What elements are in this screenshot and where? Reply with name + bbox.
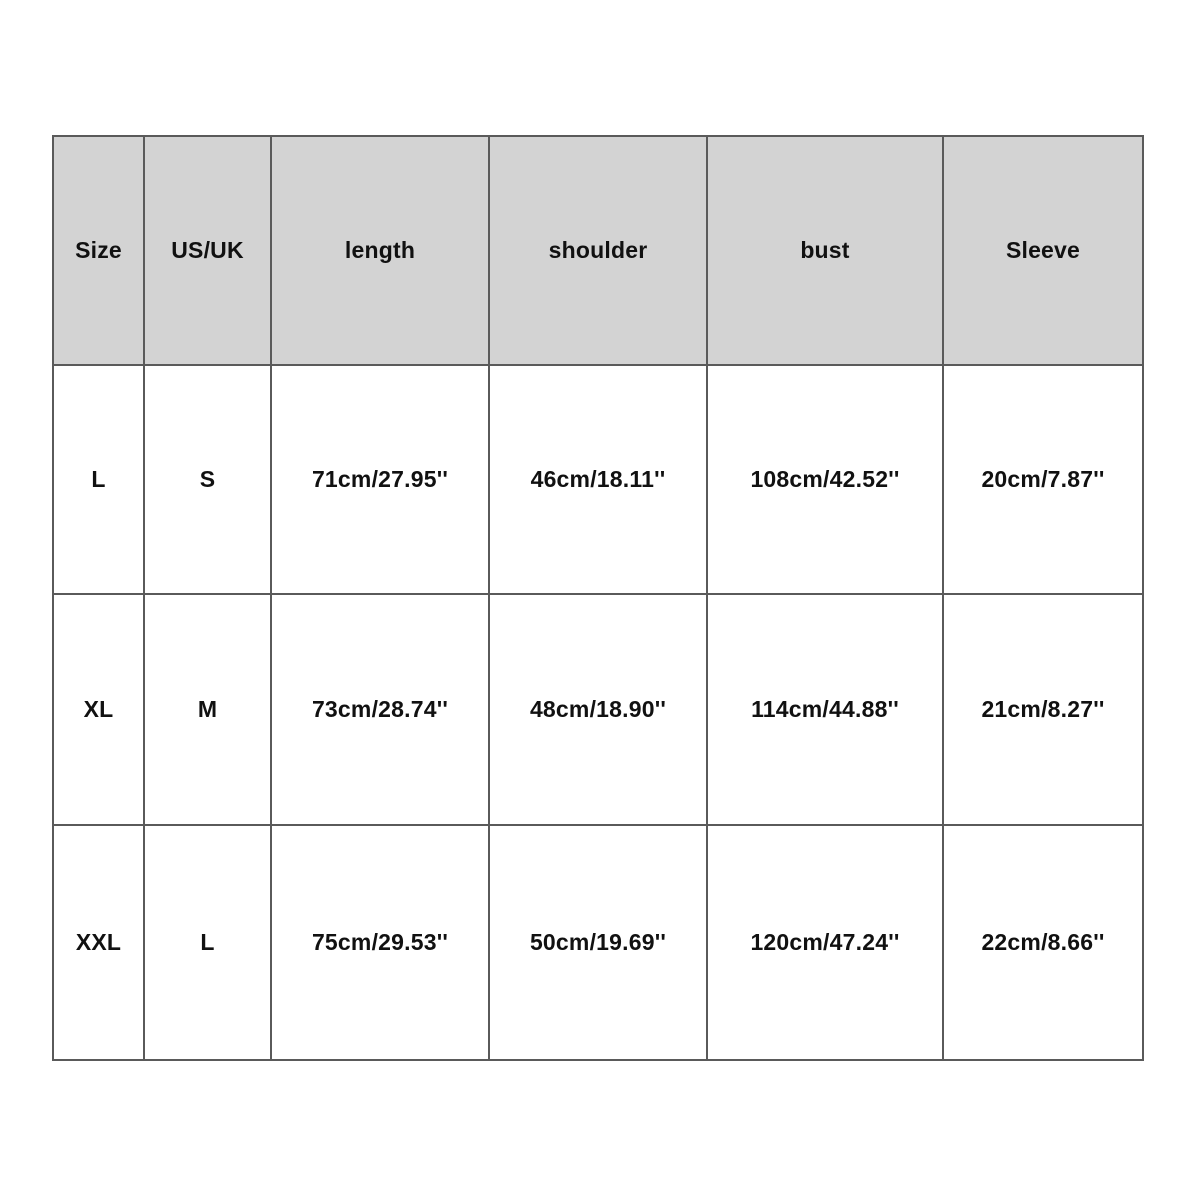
cell-us-uk: M — [144, 594, 271, 825]
cell-bust: 114cm/44.88'' — [707, 594, 943, 825]
table-row — [53, 365, 1143, 594]
cell-size: XXL — [53, 825, 144, 1060]
table-row — [53, 594, 1143, 825]
cell-sleeve: 21cm/8.27'' — [943, 594, 1143, 825]
cell-shoulder: 50cm/19.69'' — [489, 825, 707, 1060]
header-shoulder: shoulder — [489, 136, 707, 365]
cell-size: XL — [53, 594, 144, 825]
header-sleeve: Sleeve — [943, 136, 1143, 365]
cell-length: 75cm/29.53'' — [271, 825, 489, 1060]
cell-sleeve: 20cm/7.87'' — [943, 365, 1143, 594]
cell-us-uk: S — [144, 365, 271, 594]
cell-length: 71cm/27.95'' — [271, 365, 489, 594]
cell-shoulder: 46cm/18.11'' — [489, 365, 707, 594]
header-row — [53, 136, 1143, 365]
cell-sleeve: 22cm/8.66'' — [943, 825, 1143, 1060]
header-us-uk: US/UK — [144, 136, 271, 365]
header-length: length — [271, 136, 489, 365]
size-chart-table — [52, 135, 1144, 1061]
cell-us-uk: L — [144, 825, 271, 1060]
cell-size: L — [53, 365, 144, 594]
header-bust: bust — [707, 136, 943, 365]
cell-bust: 120cm/47.24'' — [707, 825, 943, 1060]
cell-bust: 108cm/42.52'' — [707, 365, 943, 594]
cell-length: 73cm/28.74'' — [271, 594, 489, 825]
cell-shoulder: 48cm/18.90'' — [489, 594, 707, 825]
table-row — [53, 825, 1143, 1060]
header-size: Size — [53, 136, 144, 365]
